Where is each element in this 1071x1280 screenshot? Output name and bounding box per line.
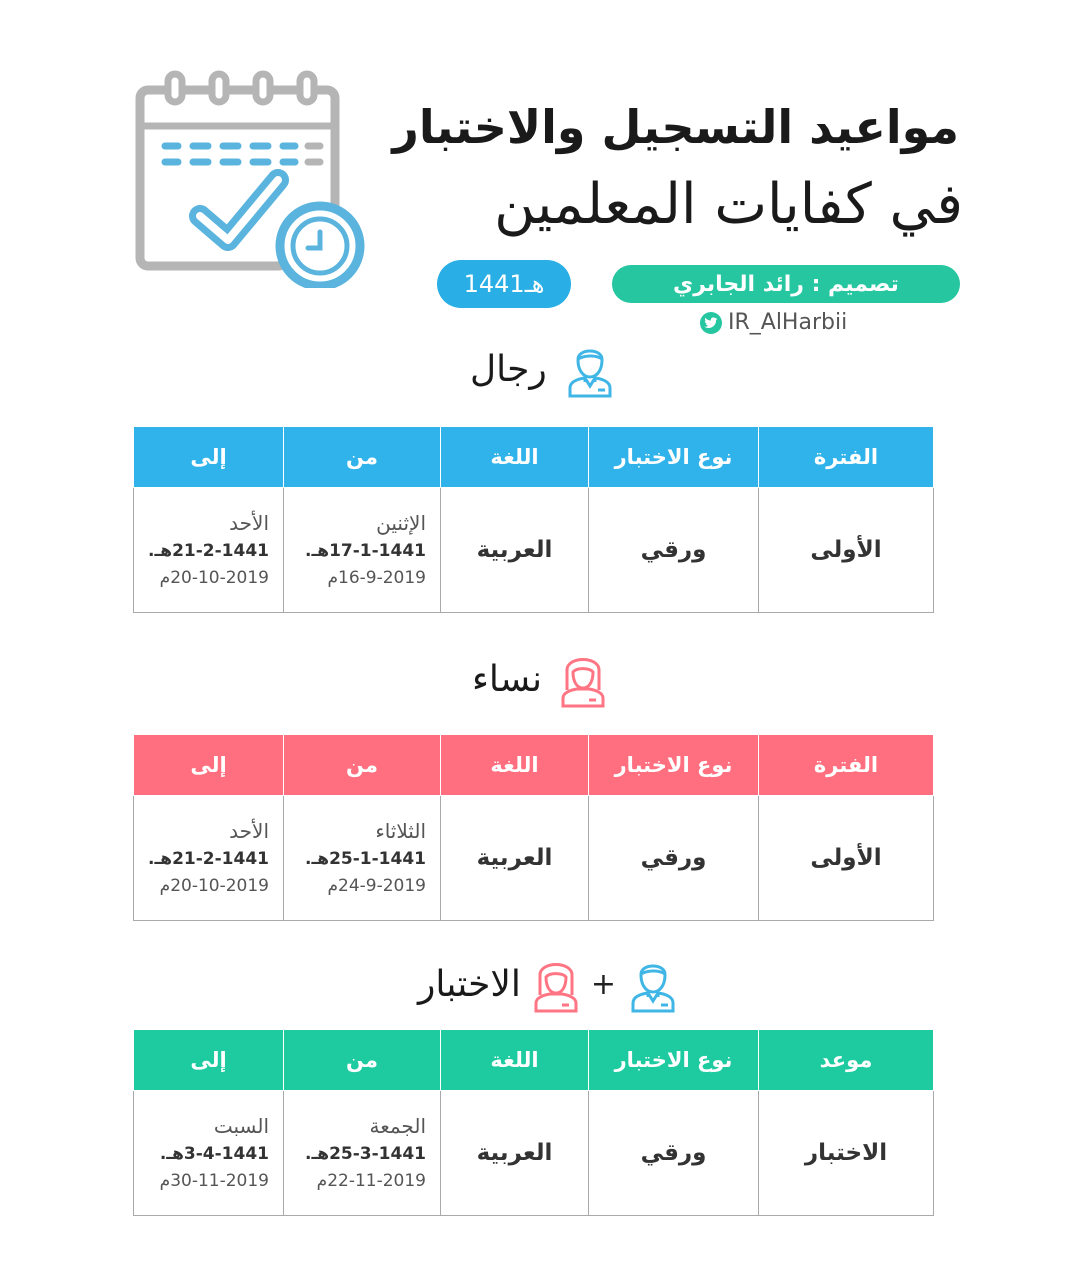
cell-from <box>284 796 441 921</box>
table-header-row <box>134 735 934 796</box>
table-header-row <box>134 1030 934 1091</box>
header-from: من <box>284 1030 441 1091</box>
year-badge: 1441هـ <box>437 260 571 308</box>
cell-period: الاختبار <box>759 1091 934 1216</box>
cell-language: العربية <box>441 488 589 613</box>
cell-type: ورقي <box>589 796 759 921</box>
to-hijri: 21-2-1441هـ. <box>148 541 269 561</box>
header-language: اللغة <box>441 427 589 488</box>
header-type: نوع الاختبار <box>589 735 759 796</box>
from-gregorian: 24-9-2019م <box>327 876 426 896</box>
to-hijri: 21-2-1441هـ. <box>148 849 269 869</box>
page-title: مواعيد التسجيل والاختبار <box>392 100 959 154</box>
cell-type: ورقي <box>589 1091 759 1216</box>
header-from: من <box>284 735 441 796</box>
header-type: نوع الاختبار <box>589 1030 759 1091</box>
from-hijri: 25-1-1441هـ. <box>305 849 426 869</box>
cell-language: العربية <box>441 1091 589 1216</box>
twitter-handle[interactable] <box>700 310 847 335</box>
cell-language: العربية <box>441 796 589 921</box>
table-header-row <box>134 427 934 488</box>
cell-type: ورقي <box>589 488 759 613</box>
calendar-check-clock-icon <box>130 68 370 288</box>
header-from: من <box>284 427 441 488</box>
women-schedule-table <box>133 734 934 921</box>
cell-period: الأولى <box>759 796 934 921</box>
women-section-heading <box>472 650 606 708</box>
from-day: الجمعة <box>369 1114 426 1138</box>
men-schedule-table <box>133 426 934 613</box>
male-user-icon <box>628 955 678 1013</box>
designer-badge: تصميم : رائد الجابري <box>612 265 960 303</box>
cell-to <box>134 796 284 921</box>
from-day: الإثنين <box>376 511 426 535</box>
cell-from <box>284 488 441 613</box>
header-period: الفترة <box>759 427 934 488</box>
header-type: نوع الاختبار <box>589 427 759 488</box>
header-period: الفترة <box>759 735 934 796</box>
cell-to <box>134 1091 284 1216</box>
header-appointment: موعد <box>759 1030 934 1091</box>
table-row <box>134 1091 934 1216</box>
to-gregorian: 20-10-2019م <box>159 876 269 896</box>
men-section-heading <box>470 340 615 398</box>
from-day: الثلاثاء <box>375 819 426 843</box>
plus-sign: + <box>590 966 617 1002</box>
men-section-label: رجال <box>470 348 547 390</box>
header-language: اللغة <box>441 735 589 796</box>
table-row <box>134 488 934 613</box>
cell-to <box>134 488 284 613</box>
header-to: إلى <box>134 427 284 488</box>
cell-from <box>284 1091 441 1216</box>
to-hijri: 3-4-1441هـ. <box>159 1144 269 1164</box>
exam-section-label: الاختبار <box>418 963 521 1005</box>
female-user-icon <box>560 650 606 708</box>
to-day: السبت <box>213 1114 269 1138</box>
header-to: إلى <box>134 1030 284 1091</box>
twitter-handle-text: IR_AlHarbii <box>728 310 848 335</box>
from-hijri: 25-3-1441هـ. <box>305 1144 426 1164</box>
from-gregorian: 16-9-2019م <box>327 568 426 588</box>
cell-period: الأولى <box>759 488 934 613</box>
page-subtitle: في كفايات المعلمين <box>494 172 963 237</box>
header-to: إلى <box>134 735 284 796</box>
to-gregorian: 20-10-2019م <box>159 568 269 588</box>
header-language: اللغة <box>441 1030 589 1091</box>
women-section-label: نساء <box>472 658 543 700</box>
twitter-icon <box>700 312 722 334</box>
table-row <box>134 796 934 921</box>
exam-section-heading <box>418 955 678 1013</box>
from-gregorian: 22-11-2019م <box>316 1171 426 1191</box>
female-user-icon <box>533 955 579 1013</box>
exam-schedule-table <box>133 1029 934 1216</box>
male-user-icon <box>565 340 615 398</box>
to-day: الأحد <box>229 819 269 843</box>
from-hijri: 17-1-1441هـ. <box>305 541 426 561</box>
to-day: الأحد <box>229 511 269 535</box>
to-gregorian: 30-11-2019م <box>159 1171 269 1191</box>
